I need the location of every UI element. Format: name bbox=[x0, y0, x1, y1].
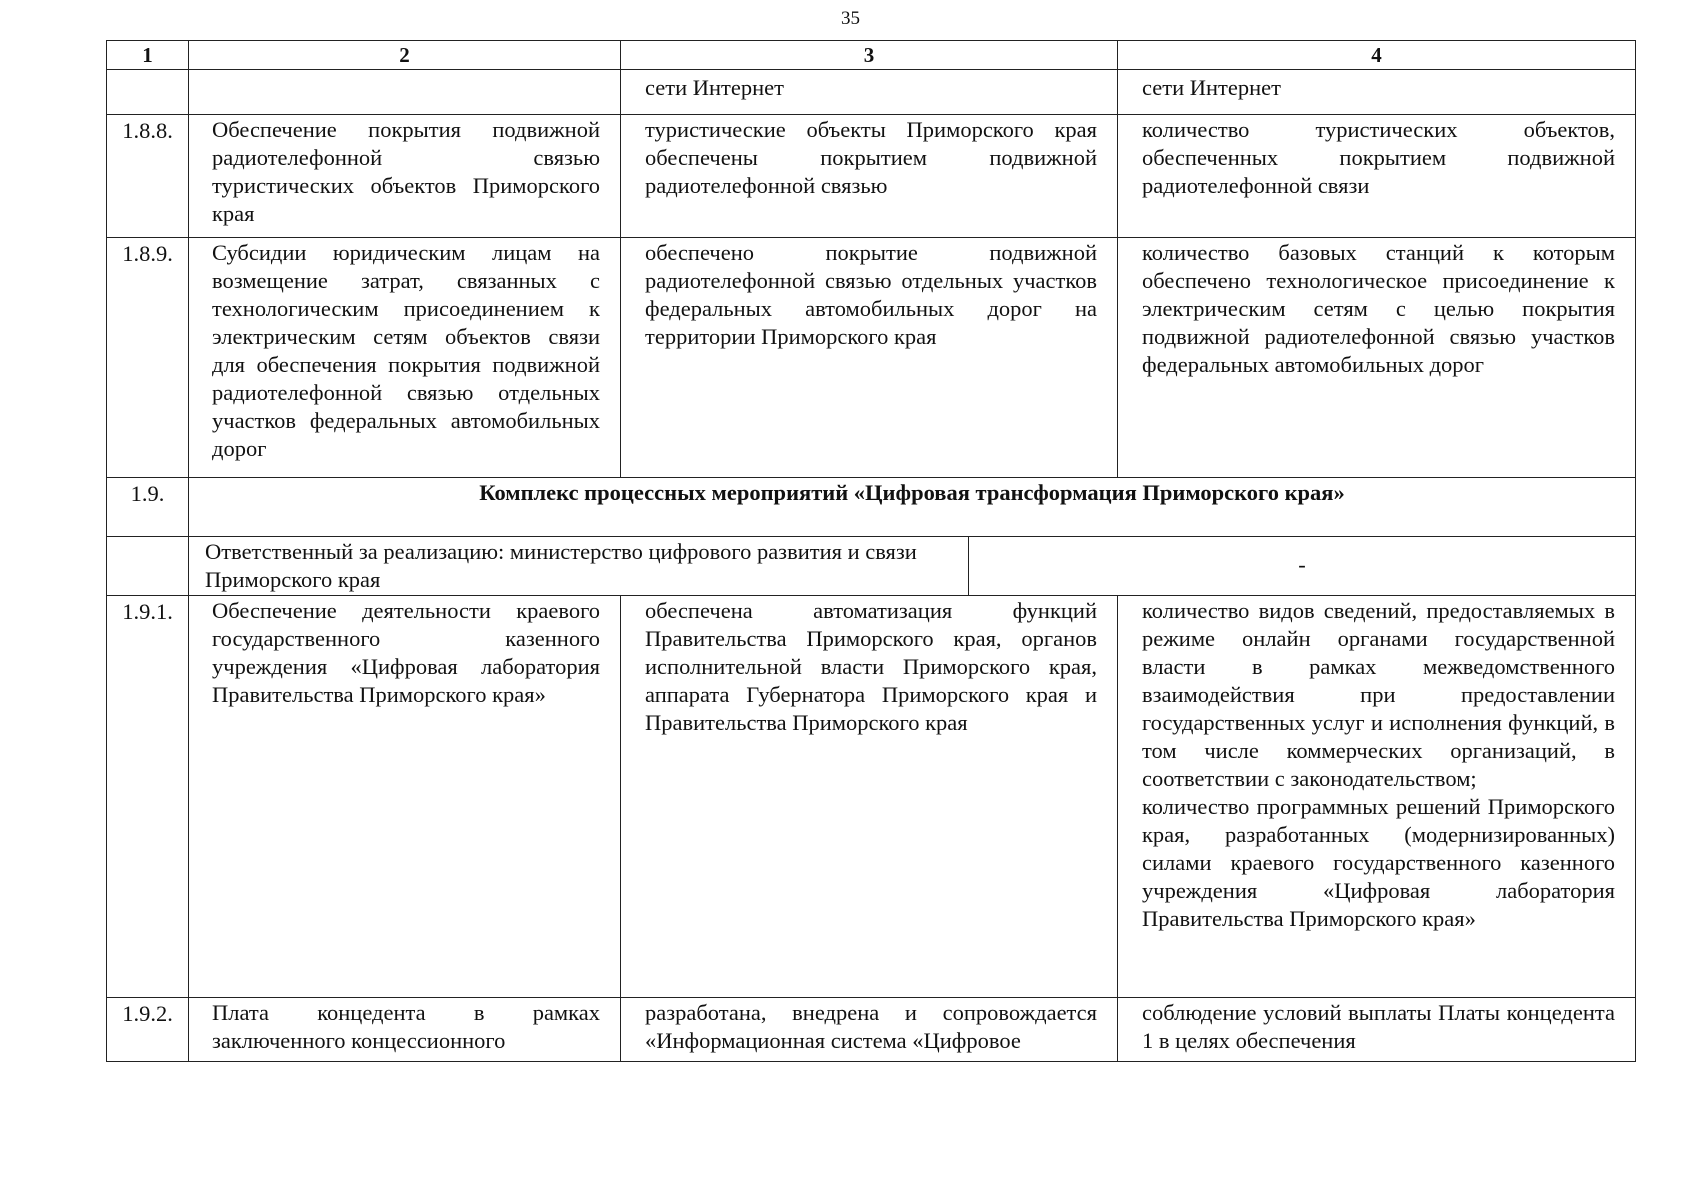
row-number: 1.8.8. bbox=[107, 115, 189, 238]
header-col-2: 2 bbox=[189, 41, 621, 70]
table-row bbox=[107, 115, 1636, 238]
row-number: 1.8.9. bbox=[107, 238, 189, 478]
cell-measure: Субсидии юридическим лицам на возмещение затрат, связанных с технологическим присоединением к электрическим сетям объектов связи для обеспечения покрытия подвижной радиотелефонной связью отдельных участков федеральных автомобильных дорог bbox=[189, 238, 621, 478]
cell-result: разработана, внедрена и сопровождается «Информационная система «Цифровое bbox=[621, 998, 1118, 1062]
page-number: 35 bbox=[841, 8, 860, 29]
responsible-row bbox=[107, 537, 1636, 596]
table-row bbox=[107, 238, 1636, 478]
cell-indicator: соблюдение условий выплаты Платы концедента 1 в целях обеспечения bbox=[1118, 998, 1636, 1062]
continuation-row bbox=[107, 70, 1636, 115]
cell-indicator: количество туристических объектов, обеспеченных покрытием подвижной радиотелефонной связи bbox=[1118, 115, 1636, 238]
cell-measure: Обеспечение деятельности краевого государственного казенного учреждения «Цифровая лаборатория Правительства Приморского края» bbox=[189, 596, 621, 998]
indicator-paragraph: количество видов сведений, предоставляемых в режиме онлайн органами государственной власти в рамках межведомственного взаимодействия при предоставлении государственных услуг и исполнения функций, в том числе коммерческих организаций, в соответствии с законодательством; bbox=[1142, 598, 1615, 791]
row-number: 1.9.1. bbox=[107, 596, 189, 998]
cell-col4: сети Интернет bbox=[1118, 70, 1636, 115]
cell-indicator: количество базовых станций к которым обеспечено технологическое присоединение к электрическим сетям с целью покрытия подвижной радиотелефонной связью участков федеральных автомобильных дорог bbox=[1118, 238, 1636, 478]
responsible-text: Ответственный за реализацию: министерство цифрового развития и связи Приморского края bbox=[189, 537, 969, 595]
table-row bbox=[107, 998, 1636, 1062]
section-title: Комплекс процессных мероприятий «Цифровая трансформация Приморского края» bbox=[189, 478, 1636, 537]
cell-result: обеспечена автоматизация функций Правительства Приморского края, органов исполнительной власти Приморского края, аппарата Губернатора Приморского края и Правительства Приморского края bbox=[621, 596, 1118, 998]
indicator-paragraph: количество программных решений Приморского края, разработанных (модернизированных) силами краевого государственного казенного учреждения «Цифровая лаборатория Правительства Приморского края» bbox=[1142, 794, 1615, 931]
cell-result: обеспечено покрытие подвижной радиотелефонной связью отдельных участков федеральных автомобильных дорог на территории Приморского края bbox=[621, 238, 1118, 478]
header-col-1: 1 bbox=[107, 41, 189, 70]
header-col-4: 4 bbox=[1118, 41, 1636, 70]
measures-table bbox=[106, 40, 1636, 1062]
table-row bbox=[107, 596, 1636, 998]
cell-col3: сети Интернет bbox=[621, 70, 1118, 115]
cell-result: туристические объекты Приморского края обеспечены покрытием подвижной радиотелефонной связью bbox=[621, 115, 1118, 238]
responsible-right: - bbox=[1298, 552, 1306, 577]
header-row bbox=[107, 41, 1636, 70]
cell-measure: Плата концедента в рамках заключенного концессионного bbox=[189, 998, 621, 1062]
cell-indicator bbox=[1118, 596, 1636, 998]
section-row bbox=[107, 478, 1636, 537]
row-number: 1.9.2. bbox=[107, 998, 189, 1062]
header-col-3: 3 bbox=[621, 41, 1118, 70]
section-number: 1.9. bbox=[107, 478, 189, 537]
cell-measure: Обеспечение покрытия подвижной радиотелефонной связью туристических объектов Приморского края bbox=[189, 115, 621, 238]
